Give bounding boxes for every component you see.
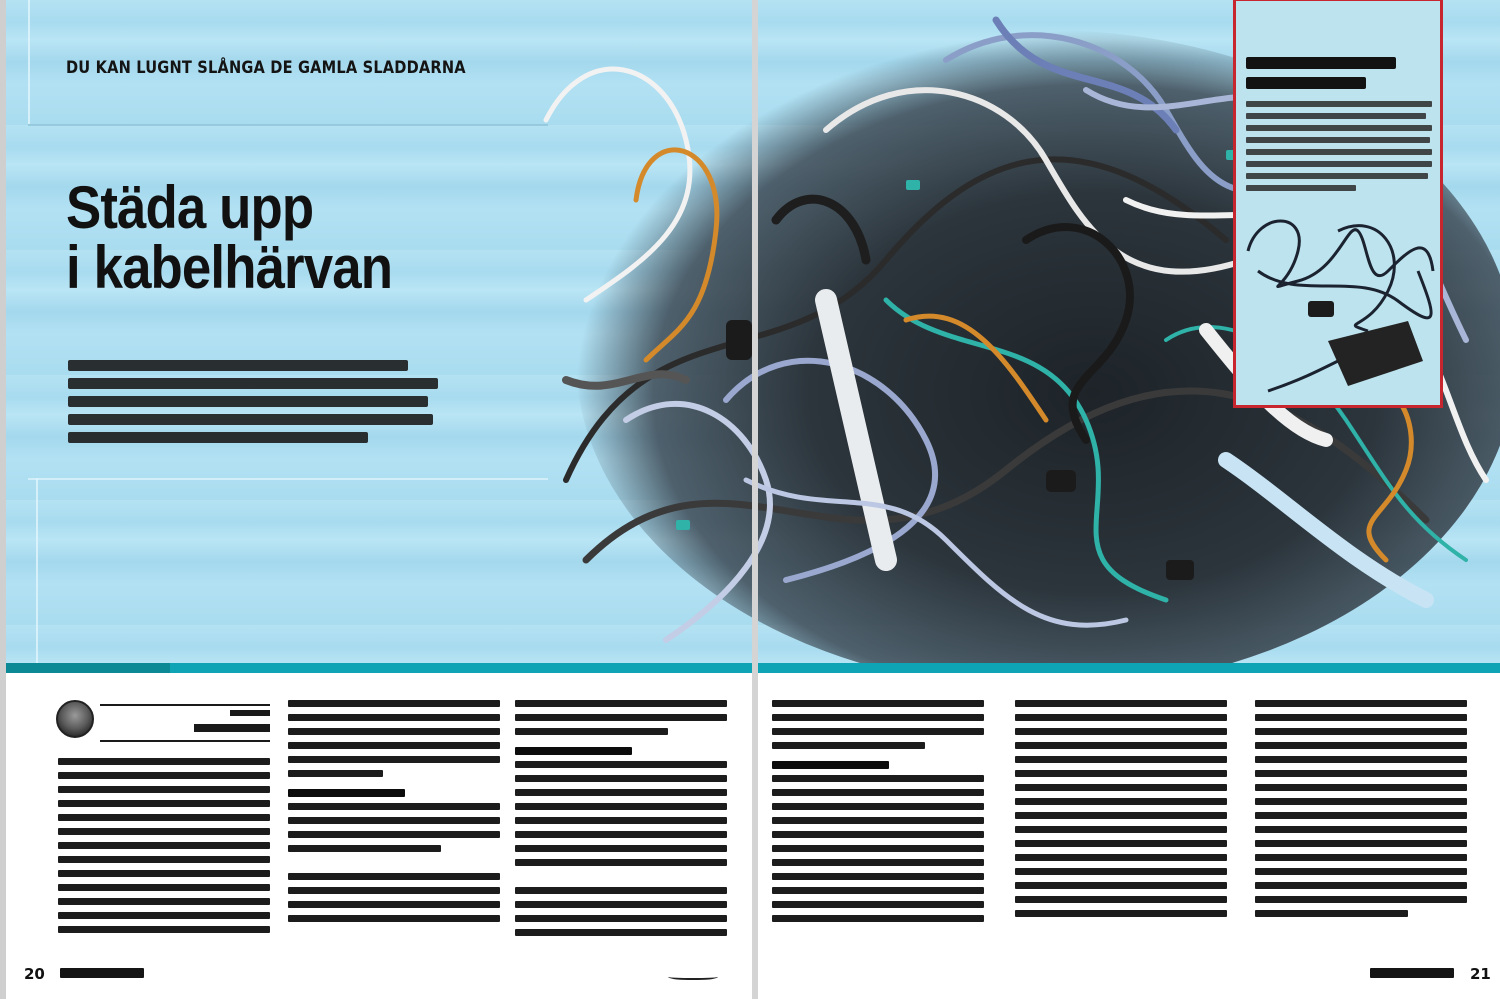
sidebar-line bbox=[1246, 137, 1430, 143]
body-text-line bbox=[1015, 784, 1227, 791]
sidebar-line bbox=[1246, 101, 1432, 107]
body-text-line bbox=[515, 915, 727, 922]
charger-photo bbox=[1238, 211, 1438, 401]
body-text-line bbox=[515, 845, 727, 852]
sidebar-heading-line bbox=[1246, 77, 1366, 89]
body-text-line bbox=[515, 714, 727, 721]
lede-line bbox=[68, 396, 428, 407]
body-text-line bbox=[1255, 826, 1467, 833]
body-text-line bbox=[288, 803, 500, 810]
sidebar-line bbox=[1246, 173, 1428, 179]
body-text-line bbox=[288, 915, 500, 922]
body-column-3 bbox=[515, 700, 727, 943]
title-line-1: Städa upp bbox=[66, 174, 314, 241]
body-text-line bbox=[1255, 910, 1408, 917]
body-text-line bbox=[58, 786, 270, 793]
body-column-2 bbox=[288, 700, 500, 929]
sidebar-heading bbox=[1246, 57, 1432, 97]
sidebar-line bbox=[1246, 161, 1432, 167]
body-text-line bbox=[288, 770, 383, 777]
body-text-line bbox=[58, 758, 270, 765]
body-text-line bbox=[1255, 868, 1467, 875]
lede-line bbox=[68, 360, 408, 371]
body-text-line bbox=[515, 761, 727, 768]
body-text-line bbox=[58, 842, 270, 849]
paragraph-gap bbox=[288, 859, 500, 873]
paragraph-gap bbox=[515, 873, 727, 887]
body-text-line bbox=[58, 856, 270, 863]
spread-gutter bbox=[752, 0, 758, 999]
body-text-line bbox=[288, 728, 500, 735]
body-text-line bbox=[515, 901, 727, 908]
body-text-line bbox=[58, 800, 270, 807]
article-lede bbox=[68, 360, 448, 450]
byline-rule bbox=[100, 740, 270, 742]
lede-line bbox=[68, 378, 438, 389]
byline-author-name bbox=[194, 724, 270, 732]
body-text-line bbox=[288, 831, 500, 838]
body-text-line bbox=[772, 915, 984, 922]
sidebar-body bbox=[1246, 101, 1432, 197]
body-column-4 bbox=[772, 700, 984, 929]
body-text-line bbox=[288, 817, 500, 824]
body-text-line bbox=[772, 901, 984, 908]
plank-seam bbox=[36, 478, 38, 663]
body-text-line bbox=[1255, 798, 1467, 805]
body-text-line bbox=[1255, 700, 1467, 707]
body-text-line bbox=[1255, 784, 1467, 791]
sidebar-line bbox=[1246, 149, 1432, 155]
body-text-line bbox=[1015, 882, 1227, 889]
section-bar-accent bbox=[6, 663, 170, 673]
body-text-line bbox=[772, 789, 984, 796]
body-text-line bbox=[1015, 868, 1227, 875]
body-column-5 bbox=[1015, 700, 1227, 924]
article-kicker: DU KAN LUGNT SLÅNGA DE GAMLA SLADDARNA bbox=[66, 58, 466, 78]
body-text-line bbox=[772, 873, 984, 880]
body-text-line bbox=[772, 817, 984, 824]
body-text-line bbox=[515, 700, 727, 707]
body-text-line bbox=[1255, 714, 1467, 721]
plank-seam bbox=[28, 478, 548, 480]
body-text-line bbox=[1015, 728, 1227, 735]
body-text-line bbox=[1015, 826, 1227, 833]
byline-label bbox=[230, 710, 270, 716]
body-text-line bbox=[515, 775, 727, 782]
body-text-line bbox=[1015, 840, 1227, 847]
body-text-line bbox=[58, 884, 270, 891]
body-text-line bbox=[288, 845, 441, 852]
body-text-line bbox=[1015, 700, 1227, 707]
body-text-line bbox=[288, 873, 500, 880]
author-avatar bbox=[56, 700, 94, 738]
body-text-line bbox=[515, 831, 727, 838]
sidebar-line bbox=[1246, 113, 1426, 119]
body-text-line bbox=[772, 728, 984, 735]
body-text-line bbox=[772, 859, 984, 866]
body-text-line bbox=[58, 898, 270, 905]
body-text-line bbox=[288, 756, 500, 763]
body-text-line bbox=[772, 845, 984, 852]
footer-signature bbox=[668, 972, 718, 980]
lede-line bbox=[68, 432, 368, 443]
footer-publication-mark bbox=[60, 968, 144, 978]
body-text-line bbox=[1255, 742, 1467, 749]
body-text-line bbox=[1015, 714, 1227, 721]
body-text-line bbox=[1015, 798, 1227, 805]
body-text-line bbox=[515, 728, 668, 735]
body-text-line bbox=[288, 742, 500, 749]
body-text-line bbox=[772, 831, 984, 838]
body-text-line bbox=[288, 887, 500, 894]
body-text-line bbox=[515, 803, 727, 810]
plank-seam bbox=[28, 0, 30, 124]
body-text-line bbox=[515, 859, 727, 866]
body-text-line bbox=[772, 803, 984, 810]
author-byline bbox=[56, 698, 270, 742]
sidebar-line bbox=[1246, 125, 1432, 131]
body-text-line bbox=[515, 817, 727, 824]
body-column-6 bbox=[1255, 700, 1467, 924]
body-text-line bbox=[1015, 756, 1227, 763]
body-text-line bbox=[58, 912, 270, 919]
footer-publication-mark bbox=[1370, 968, 1454, 978]
body-text-line bbox=[1255, 896, 1467, 903]
body-text-line bbox=[1255, 840, 1467, 847]
body-text-line bbox=[1255, 812, 1467, 819]
body-text-line bbox=[288, 901, 500, 908]
body-text-line bbox=[1015, 910, 1227, 917]
subheading-line bbox=[772, 761, 889, 769]
body-text-line bbox=[1015, 812, 1227, 819]
body-text-line bbox=[1015, 742, 1227, 749]
folio-right: 21 bbox=[1470, 965, 1491, 983]
sidebar-heading-line bbox=[1246, 57, 1396, 69]
byline-rule bbox=[100, 704, 270, 706]
lede-line bbox=[68, 414, 433, 425]
body-text-line bbox=[58, 814, 270, 821]
body-text-line bbox=[515, 887, 727, 894]
body-text-line bbox=[58, 870, 270, 877]
body-text-line bbox=[58, 828, 270, 835]
sidebar-line bbox=[1246, 185, 1356, 191]
body-text-line bbox=[58, 772, 270, 779]
body-text-line bbox=[772, 742, 925, 749]
body-text-line bbox=[772, 700, 984, 707]
body-text-line bbox=[772, 775, 984, 782]
title-line-2: i kabelhärvan bbox=[66, 234, 393, 301]
body-text-line bbox=[772, 887, 984, 894]
body-text-line bbox=[515, 789, 727, 796]
body-text-line bbox=[1255, 756, 1467, 763]
body-text-line bbox=[772, 714, 984, 721]
article-title bbox=[66, 174, 393, 301]
body-text-line bbox=[1015, 854, 1227, 861]
body-text-line bbox=[1255, 728, 1467, 735]
body-text-line bbox=[288, 714, 500, 721]
body-text-line bbox=[515, 929, 727, 936]
body-text-line bbox=[58, 926, 270, 933]
body-column-1 bbox=[58, 758, 270, 940]
sidebar-box bbox=[1233, 0, 1443, 408]
plank-seam bbox=[28, 124, 548, 126]
body-text-line bbox=[288, 700, 500, 707]
subheading-line bbox=[515, 747, 632, 755]
body-text-line bbox=[1015, 896, 1227, 903]
body-text-line bbox=[1255, 770, 1467, 777]
body-text-line bbox=[1015, 770, 1227, 777]
folio-left: 20 bbox=[24, 965, 45, 983]
body-text-line bbox=[1255, 854, 1467, 861]
body-text-line bbox=[1255, 882, 1467, 889]
subheading-line bbox=[288, 789, 405, 797]
